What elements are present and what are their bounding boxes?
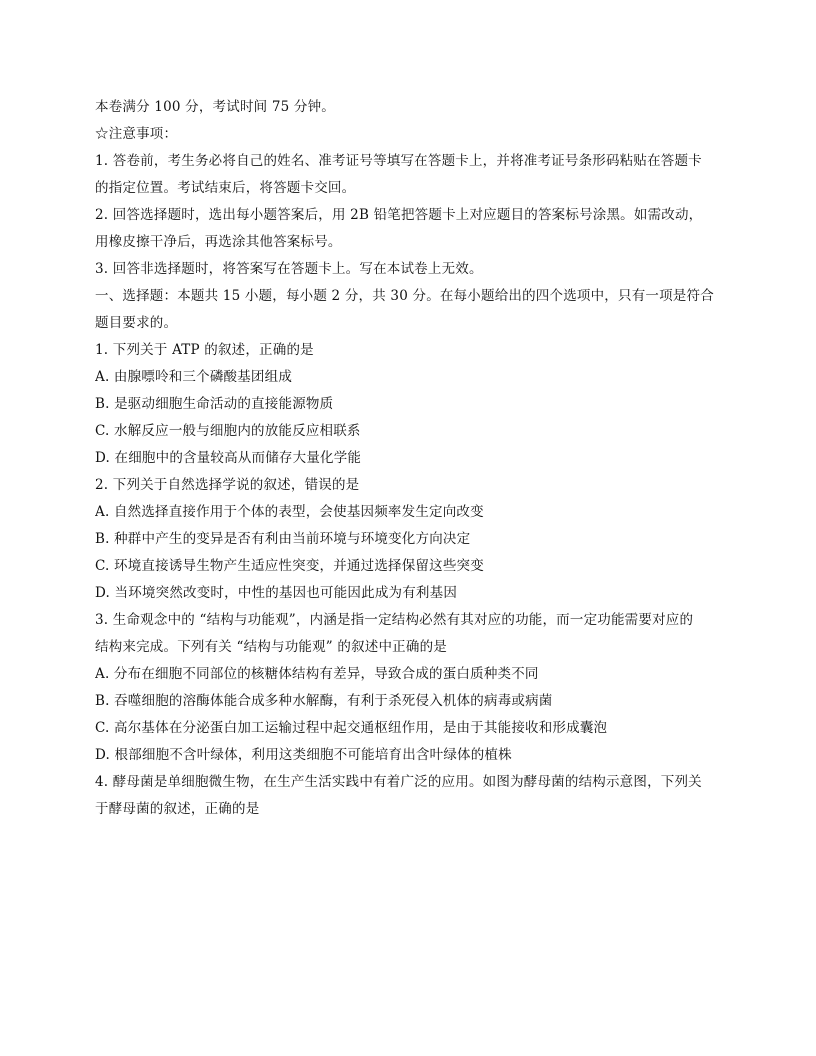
exam-intro: 本卷满分 100 分，考试时间 75 分钟。 [95,99,336,115]
answer-option: A. 分布在细胞不同部位的核糖体结构有差异，导致合成的蛋白质种类不同 [95,666,539,682]
answer-option: C. 环境直接诱导生物产生适应性突变，并通过选择保留这些突变 [95,558,484,574]
notice-line: 3. 回答非选择题时，将答案写在答题卡上。写在本试卷上无效。 [95,261,483,277]
notice-line: 1. 答卷前，考生务必将自己的姓名、准考证号等填写在答题卡上，并将准考证号条形码粘贴在答题卡 [95,153,702,169]
question-stem: 3. 生命观念中的 “结构与功能观”，内涵是指一定结构必然有其对应的功能，而一定功能需要对应的 [95,612,694,628]
section-heading: 题目要求的。 [95,315,178,331]
answer-option: B. 吞噬细胞的溶酶体能合成多种水解酶，有利于杀死侵入机体的病毒或病菌 [95,693,553,709]
question-stem: 于酵母菌的叙述，正确的是 [95,801,260,817]
answer-option: D. 当环境突然改变时，中性的基因也可能因此成为有利基因 [95,585,458,601]
notice-line: 用橡皮擦干净后，再选涂其他答案标号。 [95,234,342,250]
answer-option: C. 水解反应一般与细胞内的放能反应相联系 [95,423,361,439]
answer-option: D. 根部细胞不含叶绿体，利用这类细胞不可能培育出含叶绿体的植株 [95,747,512,763]
answer-option: A. 自然选择直接作用于个体的表型，会使基因频率发生定向改变 [95,504,484,520]
notice-line: 2. 回答选择题时，选出每小题答案后，用 2B 铅笔把答题卡上对应题目的答案标号涂黑。如需改动， [95,207,703,223]
document-body [95,94,725,823]
question-stem: 2. 下列关于自然选择学说的叙述，错误的是 [95,477,360,493]
notice-heading: ☆注意事项： [95,126,178,142]
section-heading: 一、选择题：本题共 15 小题，每小题 2 分，共 30 分。在每小题给出的四个选项中，只有一项是符合 [95,288,714,304]
answer-option: C. 高尔基体在分泌蛋白加工运输过程中起交通枢纽作用，是由于其能接收和形成囊泡 [95,720,608,736]
answer-option: D. 在细胞中的含量较高从而储存大量化学能 [95,450,362,466]
question-stem: 4. 酵母菌是单细胞微生物，在生产生活实践中有着广泛的应用。如图为酵母菌的结构示意图，下列关 [95,774,702,790]
notice-line: 的指定位置。考试结束后，将答题卡交回。 [95,180,356,196]
answer-option: A. 由腺嘌呤和三个磷酸基团组成 [95,369,293,385]
answer-option: B. 是驱动细胞生命活动的直接能源物质 [95,396,334,412]
question-stem: 1. 下列关于 ATP 的叙述，正确的是 [95,342,314,358]
question-stem: 结构来完成。下列有关 “结构与功能观” 的叙述中正确的是 [95,639,447,655]
answer-option: B. 种群中产生的变异是否有利由当前环境与环境变化方向决定 [95,531,471,547]
